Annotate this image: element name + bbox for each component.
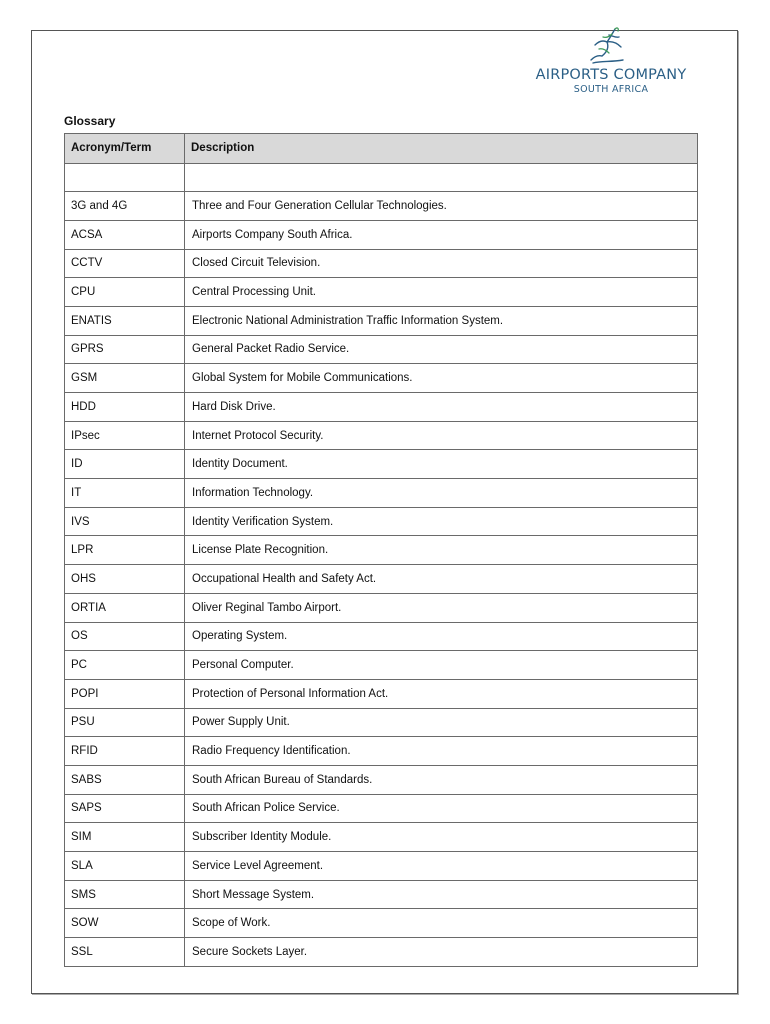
table-row (65, 565, 698, 594)
description-cell: Short Message System. (185, 880, 698, 909)
term-cell: 3G and 4G (65, 192, 185, 221)
table-row (65, 450, 698, 479)
description-cell: Protection of Personal Information Act. (185, 679, 698, 708)
term-cell: IPsec (65, 421, 185, 450)
company-subtitle: SOUTH AFRICA (573, 84, 649, 95)
description-cell: South African Bureau of Standards. (185, 765, 698, 794)
description-cell: Hard Disk Drive. (185, 393, 698, 422)
table-row (65, 479, 698, 508)
term-cell: SLA (65, 852, 185, 881)
description-cell: Subscriber Identity Module. (185, 823, 698, 852)
description-cell: Occupational Health and Safety Act. (185, 565, 698, 594)
term-cell: PC (65, 651, 185, 680)
description-cell: Identity Verification System. (185, 507, 698, 536)
description-cell: Internet Protocol Security. (185, 421, 698, 450)
table-row (65, 393, 698, 422)
description-cell: Identity Document. (185, 450, 698, 479)
description-cell: Personal Computer. (185, 651, 698, 680)
table-row (65, 192, 698, 221)
table-row (65, 249, 698, 278)
table-row (65, 364, 698, 393)
term-cell: LPR (65, 536, 185, 565)
term-cell: GPRS (65, 335, 185, 364)
term-cell: CPU (65, 278, 185, 307)
term-cell: ACSA (65, 220, 185, 249)
table-row (65, 823, 698, 852)
term-cell: GSM (65, 364, 185, 393)
glossary-body (65, 163, 698, 966)
term-cell: HDD (65, 393, 185, 422)
description-cell: Oliver Reginal Tambo Airport. (185, 593, 698, 622)
runner-emblem-icon (585, 25, 629, 65)
table-row (65, 220, 698, 249)
description-cell: Scope of Work. (185, 909, 698, 938)
table-row (65, 794, 698, 823)
description-cell: Service Level Agreement. (185, 852, 698, 881)
company-logo (530, 25, 700, 105)
table-row (65, 651, 698, 680)
column-header-term: Acronym/Term (65, 134, 185, 164)
description-cell: Electronic National Administration Traffic Information System. (185, 306, 698, 335)
term-cell: CCTV (65, 249, 185, 278)
description-cell: Closed Circuit Television. (185, 249, 698, 278)
description-cell: Airports Company South Africa. (185, 220, 698, 249)
table-row (65, 306, 698, 335)
table-row (65, 938, 698, 967)
document-page (31, 30, 738, 994)
table-row (65, 278, 698, 307)
term-cell: PSU (65, 708, 185, 737)
term-cell: SMS (65, 880, 185, 909)
table-row (65, 909, 698, 938)
section-heading: Glossary (64, 114, 116, 128)
table-row (65, 593, 698, 622)
table-row (65, 622, 698, 651)
spacer-row (65, 163, 698, 192)
table-row (65, 880, 698, 909)
description-cell: Operating System. (185, 622, 698, 651)
description-cell: Radio Frequency Identification. (185, 737, 698, 766)
description-cell: Power Supply Unit. (185, 708, 698, 737)
description-cell: Central Processing Unit. (185, 278, 698, 307)
table-row (65, 536, 698, 565)
description-cell: Information Technology. (185, 479, 698, 508)
term-cell: RFID (65, 737, 185, 766)
table-row (65, 765, 698, 794)
term-cell: ENATIS (65, 306, 185, 335)
term-cell: ORTIA (65, 593, 185, 622)
term-cell: IVS (65, 507, 185, 536)
description-cell: License Plate Recognition. (185, 536, 698, 565)
table-header-row (65, 134, 698, 164)
table-row (65, 852, 698, 881)
term-cell: SAPS (65, 794, 185, 823)
term-cell: SOW (65, 909, 185, 938)
term-cell: ID (65, 450, 185, 479)
description-cell: Three and Four Generation Cellular Technologies. (185, 192, 698, 221)
term-cell: SSL (65, 938, 185, 967)
description-cell: Secure Sockets Layer. (185, 938, 698, 967)
description-cell: General Packet Radio Service. (185, 335, 698, 364)
table-row (65, 737, 698, 766)
table-row (65, 507, 698, 536)
table-row (65, 335, 698, 364)
term-cell: OS (65, 622, 185, 651)
table-row (65, 708, 698, 737)
term-cell: POPI (65, 679, 185, 708)
table-row (65, 421, 698, 450)
column-header-description: Description (185, 134, 698, 164)
description-cell: South African Police Service. (185, 794, 698, 823)
description-cell: Global System for Mobile Communications. (185, 364, 698, 393)
term-cell: OHS (65, 565, 185, 594)
glossary-table (64, 133, 698, 967)
term-cell: IT (65, 479, 185, 508)
company-name: AIRPORTS COMPANY (535, 67, 687, 83)
table-row (65, 679, 698, 708)
term-cell: SIM (65, 823, 185, 852)
term-cell: SABS (65, 765, 185, 794)
